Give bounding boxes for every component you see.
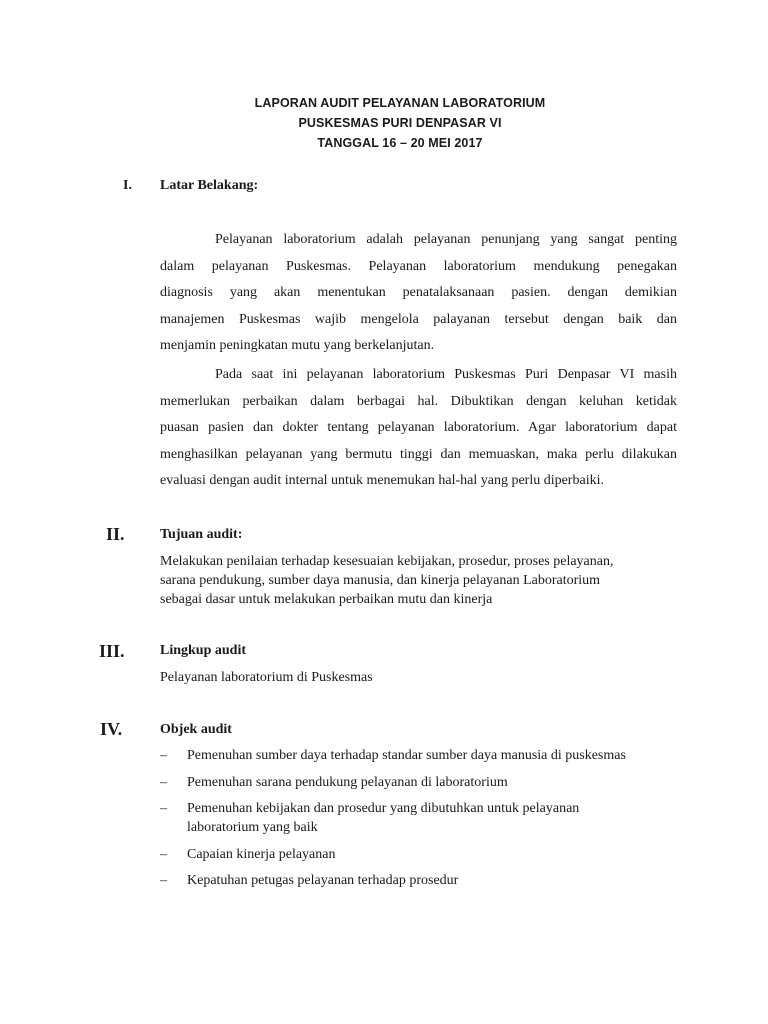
paragraph-line: memerlukan perbaikan dalam berbagai hal. Dibuktikan dengan keluhan ketidak — [160, 393, 677, 409]
section-4-heading: Objek audit — [160, 722, 232, 737]
paragraph-line: Pada saat ini pelayanan laboratorium Puskesmas Puri Denpasar VI masih — [215, 367, 677, 382]
section-2-number: II. — [106, 524, 125, 544]
section-1-heading: Latar Belakang: — [160, 178, 259, 193]
list-item-text: Pemenuhan kebijakan dan prosedur yang dibutuhkan untuk pelayanan — [187, 801, 580, 816]
section-3-body — [160, 668, 373, 687]
paragraph-line: dalam pelayanan Puskesmas. Pelayanan laboratorium mendukung penegakan — [160, 258, 677, 274]
paragraph-line: menghasilkan pelayanan yang bermutu tinggi dan memuaskan, maka perlu dilakukan — [160, 446, 677, 462]
title-line-3: TANGGAL 16 – 20 MEI 2017 — [317, 136, 483, 150]
dash-bullet: – — [160, 801, 167, 816]
paragraph-line: Pelayanan laboratorium adalah pelayanan penunjang yang sangat penting — [215, 232, 677, 247]
list-item — [160, 746, 700, 765]
paragraph-line: menjamin peningkatan mutu yang berkelanjutan. — [160, 338, 435, 353]
section-3-number: III. — [99, 641, 125, 661]
section-1-paragraph-1 — [160, 227, 677, 360]
title-line-2: PUSKESMAS PURI DENPASAR VI — [298, 116, 502, 130]
dash-bullet: – — [160, 774, 167, 790]
paragraph-line: manajemen Puskesmas wajib mengelola palayanan tersebut dengan baik dan — [160, 311, 677, 327]
list-item — [160, 845, 700, 864]
section-2-body — [160, 552, 614, 609]
list-item-text: Kepatuhan petugas pelayanan terhadap prosedur — [187, 873, 459, 888]
section-3-heading: Lingkup audit — [160, 643, 246, 658]
section-1-number: I. — [123, 178, 132, 193]
document-title — [0, 93, 768, 153]
list-item-text: Capaian kinerja pelayanan — [187, 846, 336, 862]
body-line: sarana pendukung, sumber daya manusia, dan kinerja pelayanan Laboratorium — [160, 573, 601, 588]
body-line: sebagai dasar untuk melakukan perbaikan mutu dan kinerja — [160, 592, 493, 607]
list-item-text: Pemenuhan sarana pendukung pelayanan di laboratorium — [187, 774, 508, 790]
list-item-text: laboratorium yang baik — [187, 820, 318, 835]
title-line-1: LAPORAN AUDIT PELAYANAN LABORATORIUM — [254, 96, 546, 110]
dash-bullet: – — [160, 873, 167, 888]
list-item-text: Pemenuhan sumber daya terhadap standar sumber daya manusia di puskesmas — [187, 748, 626, 763]
body-line: Melakukan penilaian terhadap kesesuaian kebijakan, prosedur, proses pelayanan, — [160, 554, 614, 569]
paragraph-line: puasan pasien dan dokter tentang pelayanan laboratorium. Agar laboratorium dapat — [160, 420, 677, 435]
list-item — [160, 871, 700, 890]
list-item — [160, 773, 700, 792]
body-line: Pelayanan laboratorium di Puskesmas — [160, 670, 373, 685]
objek-audit-list — [160, 746, 700, 898]
section-4-number: IV. — [100, 719, 123, 739]
section-2-heading: Tujuan audit: — [160, 527, 243, 542]
section-1-paragraph-2 — [160, 362, 677, 495]
paragraph-line: diagnosis yang akan menentukan penatalaksanaan pasien. dengan demikian — [160, 285, 677, 300]
dash-bullet: – — [160, 748, 167, 763]
dash-bullet: – — [160, 846, 167, 862]
list-item — [160, 799, 700, 837]
paragraph-line: evaluasi dengan audit internal untuk menemukan hal-hal yang perlu diperbaiki. — [160, 473, 604, 488]
